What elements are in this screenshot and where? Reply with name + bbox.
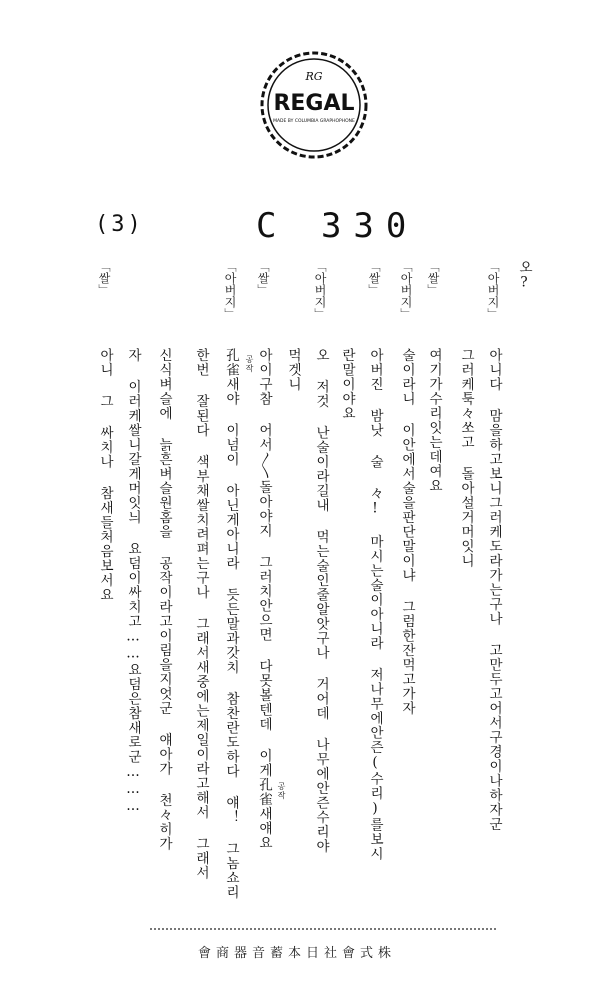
dialogue-column: 란말이야요 [339, 348, 355, 421]
dialogue-column: 한번 잘된다 색부채쌀치려펴는구나 그래서새중에는제일이라고해서 그래서 [193, 348, 209, 880]
logo-brand: REGAL [273, 91, 355, 116]
dialogue-column: 자 이러케쌀니갈게머잇늬 요덤이싸치고……요덤은참새로군……… [125, 348, 141, 815]
logo-subtitle: MADE BY COLUMBIA GRAPHOPHONE [273, 119, 355, 124]
dialogue-column: 아니다 맘을하고보니그러케도라가는구나 고만두고어서구경이나하자군 [486, 348, 502, 832]
regal-label-logo [259, 50, 369, 160]
speaker-label-father: 「아버지」 [486, 260, 500, 320]
dialogue-column: 신식벼슬에 늙흔벼슬원홈을 공작이라고이림을지엇군 얘아가 천々히가 [156, 348, 172, 851]
page-number: (3) [95, 212, 144, 237]
publisher-footer: 會商器音蓄本日社會式株 [198, 946, 397, 961]
dialogue-column: 술이라니 이안에서술을판단말이냐 그럼한잔먹고가자 [399, 348, 415, 716]
speaker-label-father: 「아버지」 [313, 260, 327, 320]
speaker-label-ssal: 「쌀」 [367, 260, 381, 296]
dialogue-column: 아이구참 어서〳〵돌아야지 그러치안으면 다못볼텐데 이게孔雀새얘요 [256, 348, 272, 850]
dialogue-column: 아니 그 싸치나 참새들처음보서요 [97, 348, 113, 602]
speaker-label-ssal: 「쌀」 [426, 260, 440, 296]
dialogue-column: 여기가수리잇는데여요 [426, 348, 442, 493]
dialogue-column: 아버진 밤낫 술 々! 마시는술이아니라 저나무에안즌(수리)를보시 [367, 348, 383, 861]
ruby-annotation: 공작 [277, 782, 286, 800]
speaker-label-ssal: 「쌀」 [256, 260, 270, 296]
ruby-annotation: 공작 [245, 355, 254, 373]
logo-mark: RG [305, 70, 323, 83]
speaker-label-father: 「아버지」 [399, 260, 413, 320]
dialogue-column: 孔雀새야 이넘이 아닌게아니라 듯든말과갓치 참찬란도하다 얘！ 그놈쇼리 [223, 348, 239, 900]
dialogue-column: 그러케툭々쏘고 돌아설거머잇니 [458, 348, 474, 568]
dialogue-column: 오 저것 난술이라길내 먹는술인줄알앗구나 거어데 나무에안즌수리야 [313, 348, 329, 854]
catalog-number: C 330 [256, 206, 419, 246]
dialogue-column: 먹겟니 [285, 348, 301, 392]
footer-divider [150, 928, 496, 932]
speaker-label-father: 「아버지」 [223, 260, 237, 320]
dialogue-column: 오? [516, 260, 532, 292]
speaker-label-ssal: 「쌀」 [97, 260, 111, 296]
